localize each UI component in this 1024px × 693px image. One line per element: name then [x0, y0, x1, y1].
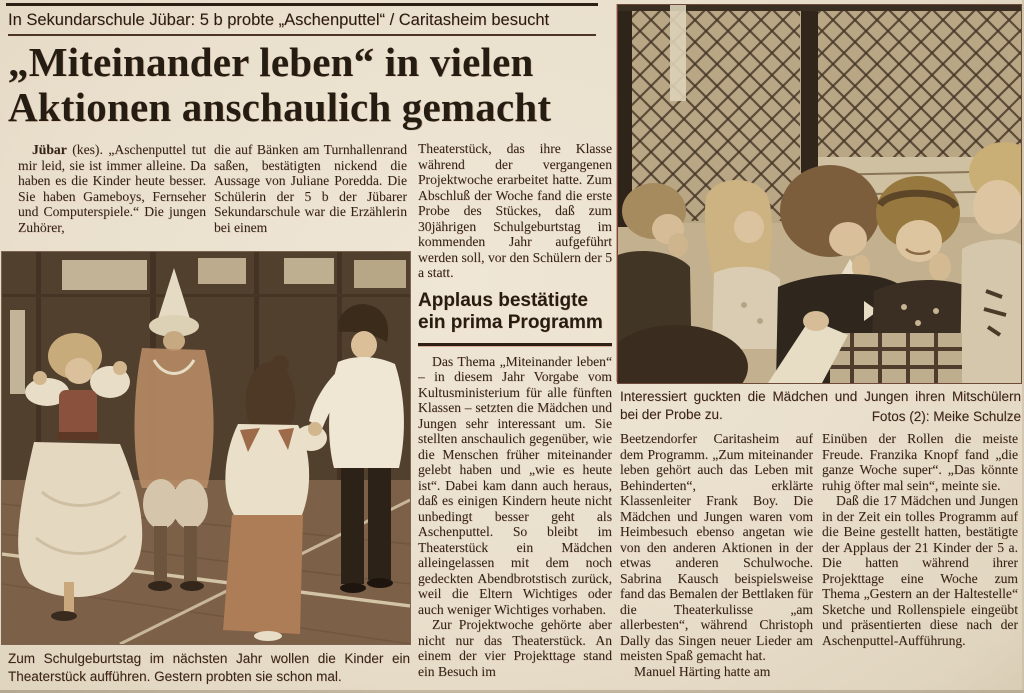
dancing-girl-in-dress [18, 333, 142, 621]
photo-watching-pupils [618, 5, 1021, 383]
kicker-line: In Sekundarschule Jübar: 5 b probte „Aschenputtel“ / Caritasheim besucht [8, 9, 596, 36]
photo-caption-left: Zum Schulgeburtstag im nächsten Jahr wollen die Kinder ein Theaterstück aufführen. Gestern probten sie schon mal. [8, 651, 410, 684]
paragraph: Einüben der Rollen die meiste Freude. Franzika Knopf fand „die ganze Woche super“. „Das könnte ruhig öfter mal sein“, meinte sie. [822, 431, 1018, 493]
body-column-3 [418, 141, 612, 693]
paragraph: Beetzendorfer Caritasheim auf dem Programm. „Zum miteinander leben gehört auch das Leben mit Behinderten“, erklärte Klassenleiter Frank Boy. Die Mädchen und Jungen waren vom Heimbesuch ebenso angetan wie von den anderen Aktionen in der etwas anderen Schulwoche. Sabrina Kausch beispielsweise fand das Bemalen der Bettlaken für die Theaterkulisse „am allerbesten“, während Christoph Dally das Singen neuer Lieder am meisten Spaß gemacht hat. [620, 431, 813, 663]
paragraph: Manuel Härting hatte am [634, 663, 771, 679]
body-column-2 [214, 142, 407, 250]
headline-line-1: „Miteinander leben“ in vielen [8, 39, 534, 85]
fence-post [801, 5, 818, 173]
caption-text: Interessiert guckten die Mädchen und Jungen ihren Mitschülern bei der Probe zu. [620, 389, 1021, 422]
body-column-5 [822, 431, 1018, 693]
dateline: Jübar [32, 142, 67, 157]
light-pole [670, 5, 686, 101]
paragraph-text: (kes). „Aschenputtel tut mir leid, sie ist immer alleine. Da haben es die Kinder heute besser. Sie haben Gameboys, Fernseher und Computerspiele.“ Die jungen Zuhörer, [18, 142, 206, 235]
photo-credit: Fotos (2): Meike Schulze [871, 409, 1021, 424]
body-column-1 [18, 142, 206, 250]
subheading: Applaus bestätigte ein prima Programm [418, 290, 612, 346]
paragraph: Das Thema „Miteinander leben“ – in diesem Jahr Vorgabe vom Kultusministerium für alle fünften Klassen – setzten die Mädchen und Jungen sehr interessant um. Sie stellten anschaulich gegenüber, wie die Menschen früher miteinander gelebt haben und „wie es heute ist“. Dabei kam dann auch heraus, daß es einigen Kindern heute nicht unbedingt besser geht als Aschenputtel. So bleibt im Theaterstück ein Mädchen alleingelassen mit dem noch gedeckten Abendbrotstisch zurück, weil die Eltern Wichtiges oder auch weniger Wichtiges vorhaben. [418, 353, 612, 617]
headline-line-2: Aktionen anschaulich gemacht [8, 84, 552, 130]
window [62, 260, 147, 290]
paragraph [18, 142, 206, 235]
body-column-4 [620, 431, 813, 693]
photo-caption-right [620, 388, 1021, 428]
light-curtain [10, 310, 25, 394]
top-rule [6, 3, 598, 6]
paragraph: die auf Bänken am Turnhallenrand saßen, bestätigten nickend die Aussage von Juliane Poredda. Die Schülerin der 5 b der Jübarer Sekundarschule war die Erzählerin bei einem [214, 142, 407, 235]
window [354, 260, 406, 288]
paragraph: Theaterstück, das ihre Klasse während der vergangenen Projektwoche erarbeitet hatte. Zum Abschluß der Woche fand die erste Probe des Stückes, daß zum 30jährigen Schulgeburtstag im kommenden Jahr aufgeführt werden soll, vor den Schülern der 5 a statt. [418, 141, 612, 280]
window [198, 258, 246, 284]
plaid-blanket [830, 333, 962, 383]
window [284, 258, 334, 284]
paragraph: Zur Projektwoche gehörte aber nicht nur das Theaterstück. An einem der vier Projekttage stand ein Besuch im [418, 617, 612, 679]
paragraph: Daß die 17 Mädchen und Jungen in der Zeit ein tolles Programm auf die Beine gestellt hatten, bestätigte der Applaus der 21 Kinder der 5 a. Die hatten während ihrer Projekttage eine Woche zum Thema „Gestern an der Haltestelle“ Sketche und Rollenspiele eingeübt und präsentierten diese nach der Aschenputtel-Aufführung. [822, 493, 1018, 648]
article-headline [8, 40, 616, 130]
photo-theatre-rehearsal [2, 252, 410, 644]
